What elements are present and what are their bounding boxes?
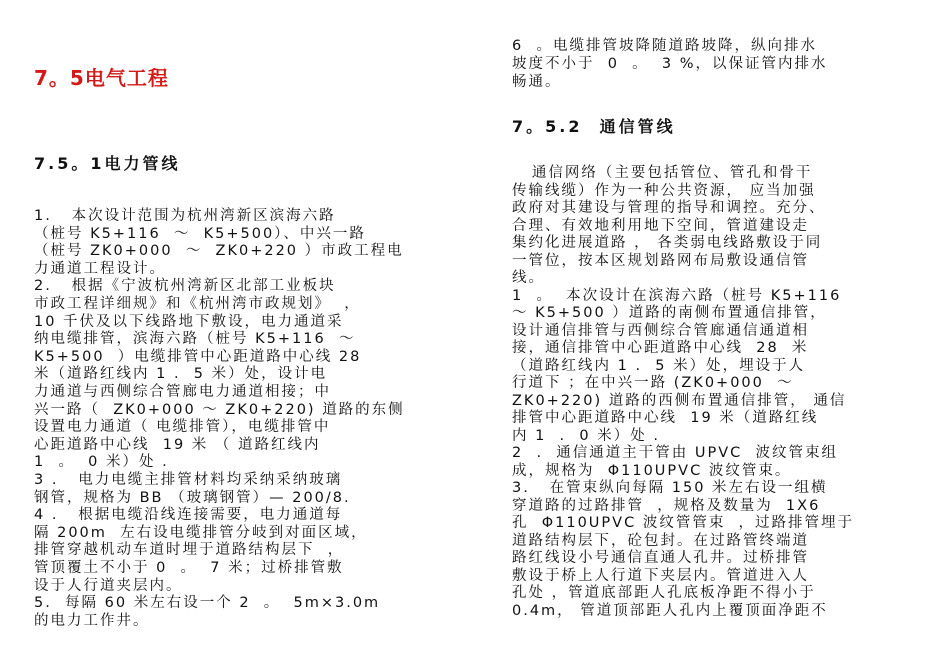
paragraph-line: 敷设于桥上人行道下夹层内。管道进入人 <box>512 567 809 584</box>
paragraph-line: 一管位，按本区规划路网布局敷设通信管 <box>512 252 809 269</box>
paragraph-line: 线。 <box>512 270 545 286</box>
paragraph-line: K5+500 ）电缆排管中心距道路中心线 28 <box>34 348 362 365</box>
paragraph-line: 集约化进展道路 ， 各类弱电线路敷设于同 <box>512 235 823 251</box>
paragraph-line: 10 千伏及以下线路地下敷设，电力通道采 <box>34 313 344 330</box>
paragraph-line: （道路红线内 1 . 5 米）处，埋设于人 <box>512 357 806 374</box>
paragraph-line: （桩号 K5+116 ～ K5+500）、中兴一路 <box>34 225 366 242</box>
paragraph-line: 力通道与西侧综合管廊电力通道相接；中 <box>34 384 331 400</box>
subsection-heading-power: 7.5。1电力管线 <box>34 154 181 173</box>
paragraph-line: 隔 200m 左右设电缆排管分岐到对面区域， <box>34 524 368 541</box>
paragraph-line: 接，通信排管中心距道路中心线 28 米 <box>512 340 809 356</box>
paragraph-line: 孔 Φ110UPVC 波纹管管束 ，过路排管埋于 <box>512 515 855 531</box>
paragraph-line: 1 。 0 米）处 . <box>34 454 169 471</box>
paragraph-line: 4 . 根据电缆沿线连接需要，电力通道每 <box>34 507 343 524</box>
paragraph-line: 的电力工作井。 <box>34 612 150 629</box>
paragraph-line: 1 。 本次设计在滨海六路（桩号 K5+116 <box>512 287 842 304</box>
paragraph-line: （桩号 ZK0+000 ～ ZK0+220 ）市政工程电 <box>34 243 404 260</box>
paragraph-line: 合理、有效地利用地下空间，管道建设走 <box>512 217 809 234</box>
subsection-heading-telecom: 7。5.2 通信管线 <box>512 117 676 136</box>
paragraph-line: 2 . 通信通道主干管由 UPVC 波纹管束组 <box>512 445 838 461</box>
paragraph-line: 设计通信排管与西侧综合管廊通信通道相 <box>512 322 809 339</box>
paragraph-line: 6 。电缆排管坡降随道路坡降，纵向排水 <box>512 38 817 54</box>
paragraph-line: 畅通。 <box>512 74 562 90</box>
paragraph-line: 政府对其建设与管理的指导和调控。充分、 <box>512 200 826 216</box>
paragraph-line: 力通道工程设计。 <box>34 260 166 277</box>
paragraph-line: 设置电力通道（ 电缆排管），电缆排管中 <box>34 419 331 436</box>
paragraph-line: 行道下 ；在中兴一路 (ZK0+000 ～ <box>512 375 794 391</box>
paragraph-line: 设于人行道夹层内。 <box>34 577 183 594</box>
paragraph-line: 内 1 . 0 米）处 . <box>512 427 660 444</box>
paragraph-line: 1. 本次设计范围为杭州湾新区滨海六路 <box>34 208 336 224</box>
paragraph-line: 排管中心距道路中心线 19 米（道路红线 <box>512 410 819 426</box>
paragraph-line: 0.4m， 管道顶部距人孔内上覆顶面净距不 <box>512 602 828 619</box>
paragraph-line: 排管穿越机动车道时埋于道路结构层下 ， <box>34 542 345 559</box>
paragraph-line: 管顶覆土不小于 0 。 7 米；过桥排管敷 <box>34 560 344 576</box>
paragraph-line: 3 . 电力电缆主排管材料均采纳采纳玻璃 <box>34 472 343 488</box>
paragraph-line: 通信网络（主要包括管位、管孔和骨干 <box>512 165 813 181</box>
paragraph-line: 路红线设小号通信直通人孔井。过桥排管 <box>512 550 809 566</box>
paragraph-line: 心距道路中心线 19 米 （ 道路红线内 <box>34 436 321 453</box>
paragraph-line: ～ K5+500 ）道路的南侧布置通信排管， <box>512 305 827 321</box>
paragraph-line: 2. 根据《宁波杭州湾新区北部工业板块 <box>34 278 336 295</box>
paragraph-line: 米（道路红线内 1 . 5 米）处，设计电 <box>34 366 328 383</box>
paragraph-line: 坡度不小于 0 。 3 %，以保证管内排水 <box>512 56 828 72</box>
paragraph-line: 市政工程详细规》和《杭州湾市政规划》 ， <box>34 296 361 312</box>
paragraph-line: 兴一路（ ZK0+000 ～ ZK0+220) 道路的东侧 <box>34 401 405 418</box>
paragraph-line: 传输线缆）作为一种公共资源， 应当加强 <box>512 182 816 199</box>
paragraph-line: 道路结构层下，砼包封。在过路管终端道 <box>512 532 809 549</box>
paragraph-line: 3. 在管束纵向每隔 150 米左右设一组横 <box>512 480 828 496</box>
paragraph-line: ZK0+220) 道路的西侧布置通信排管， 通信 <box>512 392 847 409</box>
paragraph-line: 穿道路的过路排管 ，规格及数量为 1X6 <box>512 497 821 514</box>
paragraph-line: 成，规格为 Φ110UPVC 波纹管束。 <box>512 462 792 479</box>
paragraph-line: 钢管，规格为 BB （玻璃钢管）— 200/8. <box>34 489 351 506</box>
paragraph-line: 孔处 ，管道底部距人孔底板净距不得小于 <box>512 585 816 601</box>
section-title: 7。5电气工程 <box>34 66 169 90</box>
paragraph-line: 纳电缆排管，滨海六路（桩号 K5+116 ～ <box>34 331 356 348</box>
paragraph-line: 5. 每隔 60 米左右设一个 2 。 5m×3.0m <box>34 595 381 612</box>
